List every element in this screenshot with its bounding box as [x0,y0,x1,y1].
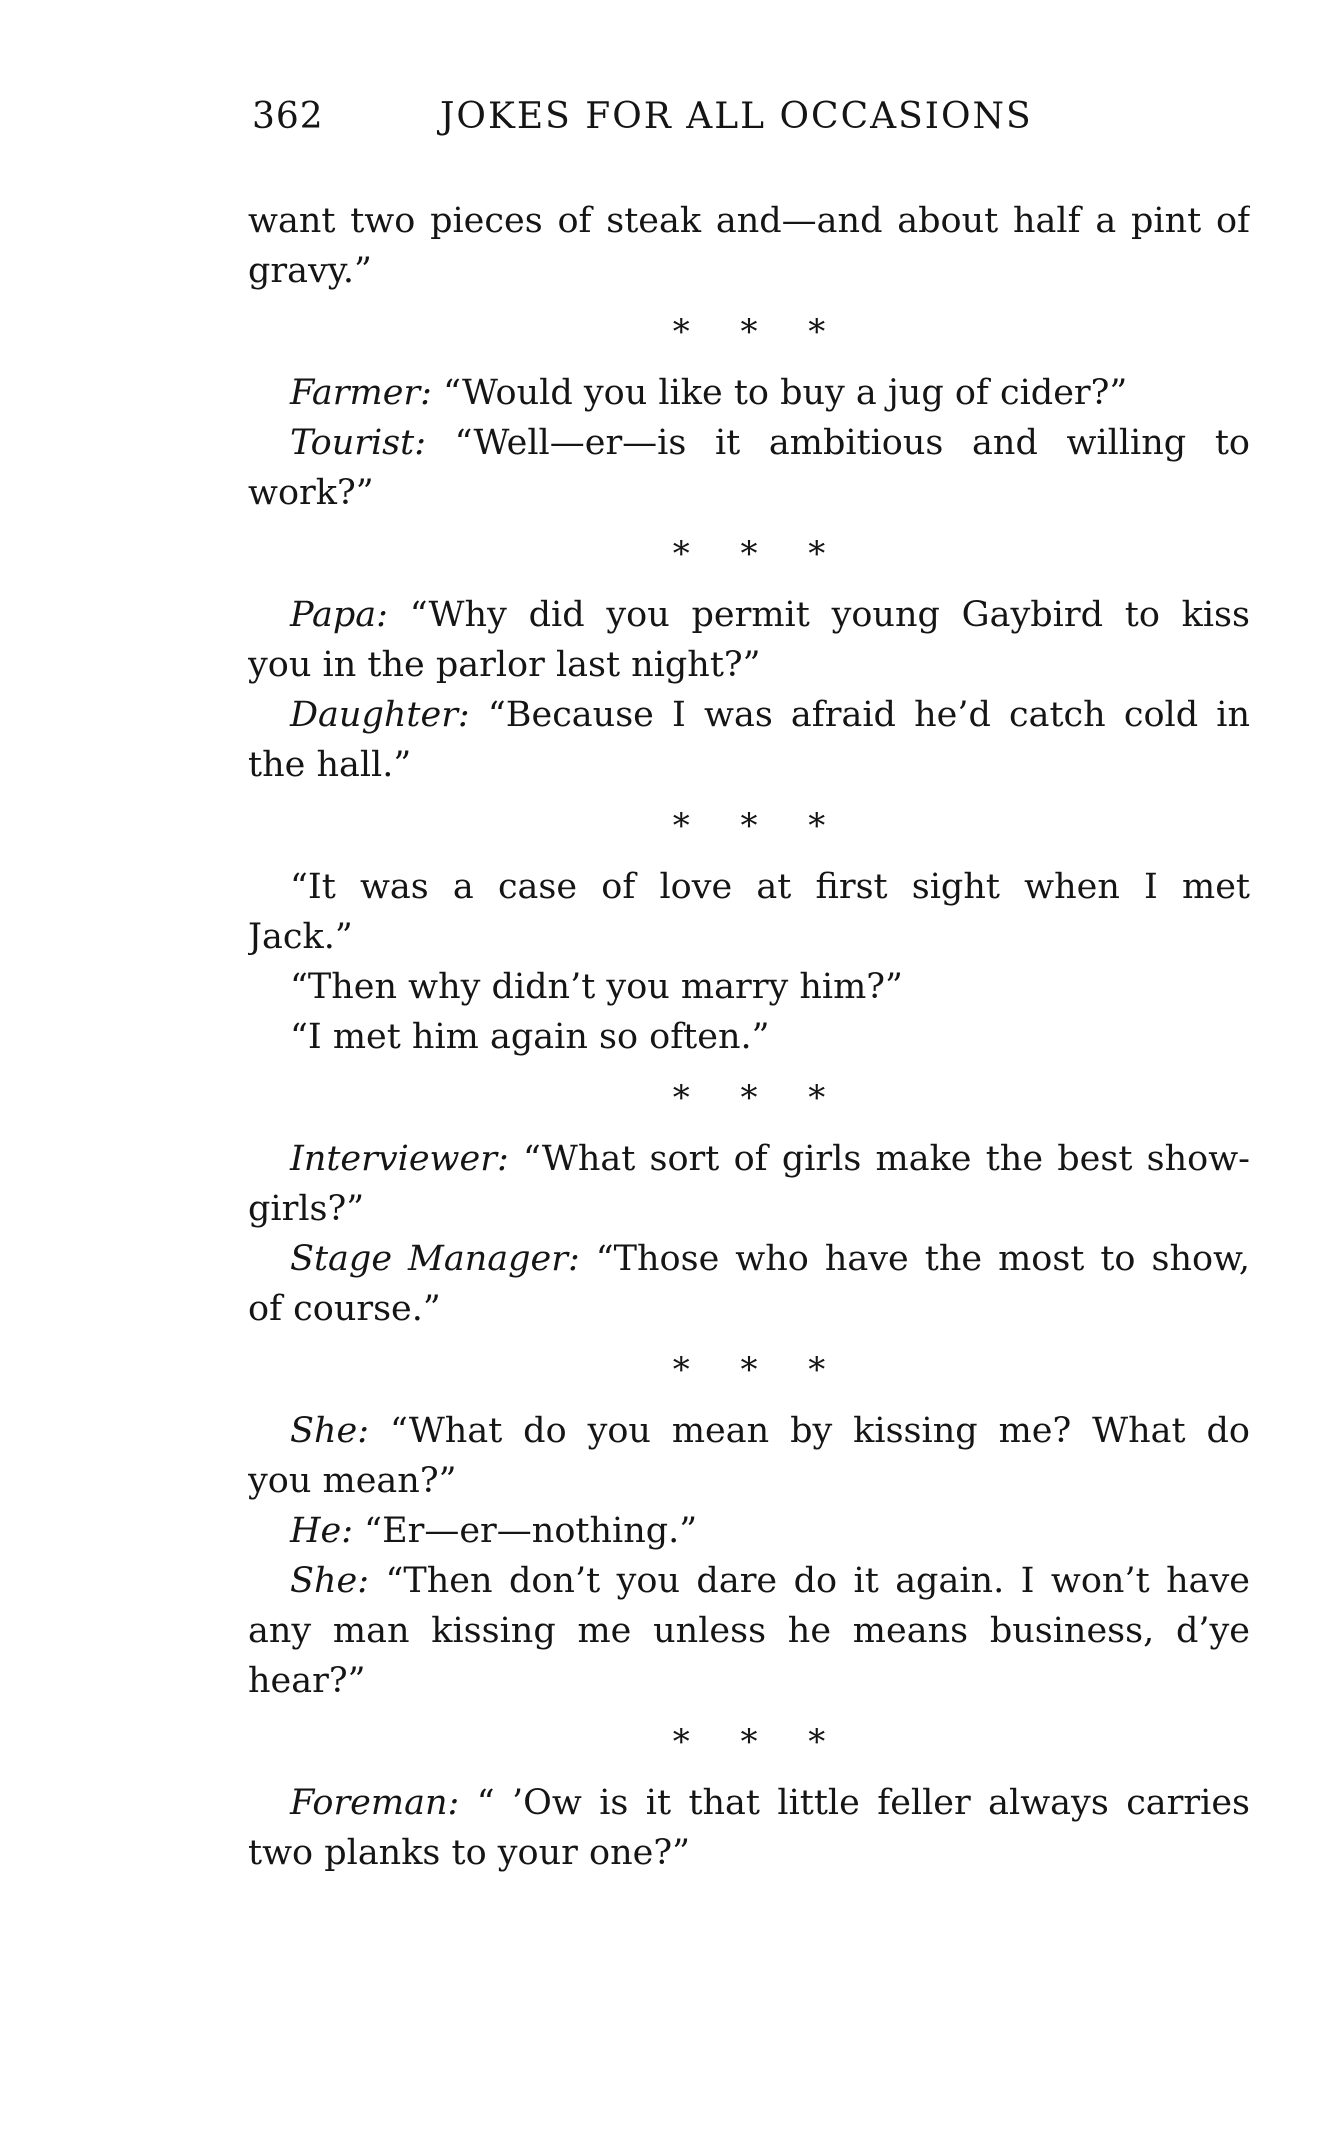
dialogue-line [248,1778,1250,1828]
text-line: you in the parlor last night?” [248,645,761,685]
text-line: gravy.” [248,251,372,291]
text-line: any man kissing me unless he means business, d’ye [248,1611,1250,1651]
page-body [248,196,1250,1878]
quote-text: “ ’Ow is it that little feller always carries [476,1783,1250,1823]
text-line: work?” [248,473,374,513]
section-separator: * * * [672,1350,826,1390]
text-line: “It was a case of love at first sight when I met [290,867,1250,907]
dialogue-line [248,368,1250,418]
section-separator: * * * [672,312,826,352]
text-line: the hall.” [248,745,412,785]
quote-text: “Then don’t you dare do it again. I won’t have [385,1561,1250,1601]
dialogue-line [248,1506,1250,1556]
quote-text: “Because I was afraid he’d catch cold in [487,695,1250,735]
text-line: two planks to your one?” [248,1833,691,1873]
dialogue-line [248,690,1250,740]
speaker-label: Interviewer: [290,1139,509,1179]
quote-text: “Well—er—is it ambitious and willing to [454,423,1250,463]
quote-text: “Would you like to buy a jug of cider?” [443,373,1128,413]
speaker-label: He: [290,1511,354,1551]
dialogue-line [248,418,1250,468]
dialogue-line [248,1406,1250,1456]
speaker-label: Farmer: [290,373,432,413]
speaker-label: She: [290,1411,370,1451]
running-title: JOKES FOR ALL OCCASIONS [440,96,1033,137]
text-line: “Then why didn’t you marry him?” [290,967,903,1007]
speaker-label: Stage Manager: [290,1239,580,1279]
text-line: hear?” [248,1661,366,1701]
page-number: 362 [252,96,324,137]
speaker-label: Tourist: [290,423,426,463]
quote-text: “What do you mean by kissing me? What do [389,1411,1250,1451]
text-line: girls?” [248,1189,365,1229]
speaker-label: Papa: [290,595,388,635]
dialogue-line [248,1556,1250,1606]
quote-text: “What sort of girls make the best show- [522,1139,1250,1179]
section-separator: * * * [672,1078,826,1118]
quote-text: “Those who have the most to show, [595,1239,1250,1279]
running-header [252,96,1251,146]
dialogue-line [248,1234,1250,1284]
text-line: “I met him again so often.” [290,1017,770,1057]
speaker-label: Daughter: [290,695,470,735]
section-separator: * * * [672,806,826,846]
section-separator: * * * [672,534,826,574]
speaker-label: Foreman: [290,1783,460,1823]
text-line: of course.” [248,1289,441,1329]
speaker-label: She: [290,1561,370,1601]
text-line: Jack.” [248,917,353,957]
dialogue-line [248,1134,1250,1184]
quote-text: “Why did you permit young Gaybird to kiss [409,595,1250,635]
text-line: you mean?” [248,1461,457,1501]
section-separator: * * * [672,1722,826,1762]
dialogue-line [248,590,1250,640]
quote-text: “Er—er—nothing.” [364,1511,698,1551]
text-line: want two pieces of steak and—and about half a pint of [248,201,1250,241]
